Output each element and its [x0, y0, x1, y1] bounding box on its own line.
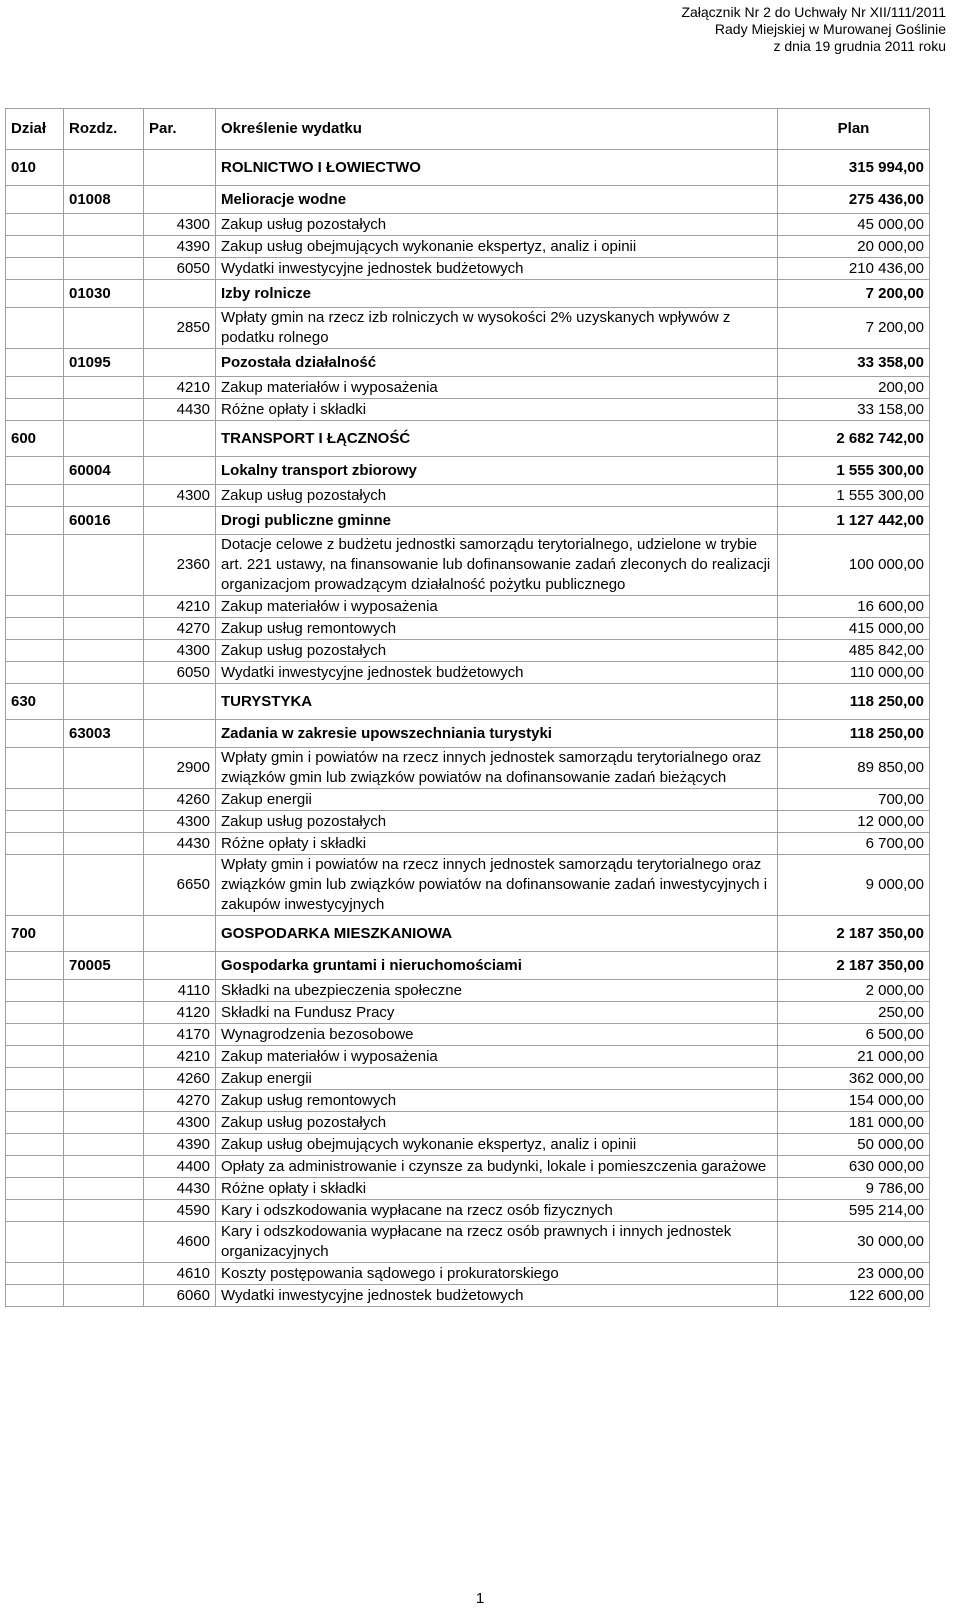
cell-rozdz [64, 1134, 144, 1156]
cell-dzial [6, 811, 64, 833]
chapter-row [6, 952, 930, 980]
cell-plan: 100 000,00 [778, 535, 930, 596]
cell-opis: Różne opłaty i składki [216, 399, 778, 421]
cell-rozdz [64, 1285, 144, 1307]
table-row [6, 855, 930, 916]
chapter-row [6, 349, 930, 377]
cell-dzial [6, 1024, 64, 1046]
cell-par [144, 952, 216, 980]
cell-opis: Kary i odszkodowania wypłacane na rzecz osób fizycznych [216, 1200, 778, 1222]
table-row [6, 748, 930, 789]
cell-par: 6050 [144, 258, 216, 280]
cell-opis: Zakup materiałów i wyposażenia [216, 1046, 778, 1068]
cell-opis: Składki na Fundusz Pracy [216, 1002, 778, 1024]
cell-dzial [6, 789, 64, 811]
cell-plan: 315 994,00 [778, 150, 930, 186]
cell-rozdz [64, 150, 144, 186]
cell-plan: 23 000,00 [778, 1263, 930, 1285]
cell-opis: Dotacje celowe z budżetu jednostki samorządu terytorialnego, udzielone w trybie art. 221 ustawy, na finansowanie lub dofinansowanie zadań zleconych do realizacji organizacjom prowadzącym działalność pożytku publicznego [216, 535, 778, 596]
table-row [6, 236, 930, 258]
cell-rozdz: 01095 [64, 349, 144, 377]
cell-plan: 6 500,00 [778, 1024, 930, 1046]
cell-par: 4430 [144, 399, 216, 421]
cell-rozdz: 01008 [64, 186, 144, 214]
cell-par: 4210 [144, 1046, 216, 1068]
section-row [6, 421, 930, 457]
cell-plan: 2 187 350,00 [778, 952, 930, 980]
cell-dzial [6, 1002, 64, 1024]
section-row [6, 150, 930, 186]
cell-plan: 118 250,00 [778, 720, 930, 748]
cell-par: 4590 [144, 1200, 216, 1222]
column-header-opis: Określenie wydatku [216, 109, 778, 150]
table-row [6, 980, 930, 1002]
cell-rozdz [64, 421, 144, 457]
cell-plan: 1 555 300,00 [778, 485, 930, 507]
cell-dzial [6, 308, 64, 349]
cell-opis: Wpłaty gmin i powiatów na rzecz innych jednostek samorządu terytorialnego oraz związków gmin lub związków powiatów na dofinansowanie zadań bieżących [216, 748, 778, 789]
cell-par: 6650 [144, 855, 216, 916]
cell-plan: 33 158,00 [778, 399, 930, 421]
cell-par: 4300 [144, 214, 216, 236]
cell-rozdz [64, 684, 144, 720]
table-row [6, 377, 930, 399]
cell-rozdz: 60004 [64, 457, 144, 485]
cell-dzial [6, 507, 64, 535]
cell-dzial [6, 1068, 64, 1090]
table-row [6, 308, 930, 349]
table-row [6, 214, 930, 236]
table-row [6, 1002, 930, 1024]
cell-dzial [6, 1178, 64, 1200]
cell-par: 4400 [144, 1156, 216, 1178]
cell-dzial [6, 1285, 64, 1307]
column-header-plan: Plan [778, 109, 930, 150]
cell-dzial [6, 952, 64, 980]
cell-par: 4300 [144, 1112, 216, 1134]
cell-plan: 700,00 [778, 789, 930, 811]
cell-plan: 2 187 350,00 [778, 916, 930, 952]
table-row [6, 1200, 930, 1222]
cell-par: 4110 [144, 980, 216, 1002]
cell-plan: 16 600,00 [778, 596, 930, 618]
cell-dzial [6, 833, 64, 855]
cell-opis: Składki na ubezpieczenia społeczne [216, 980, 778, 1002]
cell-dzial [6, 596, 64, 618]
cell-plan: 1 555 300,00 [778, 457, 930, 485]
cell-plan: 362 000,00 [778, 1068, 930, 1090]
cell-dzial [6, 748, 64, 789]
cell-dzial [6, 720, 64, 748]
table-row [6, 811, 930, 833]
chapter-row [6, 186, 930, 214]
table-row [6, 1222, 930, 1263]
column-header-dzial: Dział [6, 109, 64, 150]
cell-par [144, 720, 216, 748]
cell-dzial [6, 377, 64, 399]
cell-rozdz [64, 1024, 144, 1046]
cell-rozdz: 60016 [64, 507, 144, 535]
cell-opis: GOSPODARKA MIESZKANIOWA [216, 916, 778, 952]
cell-dzial: 700 [6, 916, 64, 952]
cell-opis: Lokalny transport zbiorowy [216, 457, 778, 485]
section-row [6, 916, 930, 952]
cell-opis: Zakup usług pozostałych [216, 214, 778, 236]
cell-rozdz [64, 535, 144, 596]
table-row [6, 1134, 930, 1156]
cell-plan: 9 786,00 [778, 1178, 930, 1200]
cell-plan: 595 214,00 [778, 1200, 930, 1222]
cell-plan: 275 436,00 [778, 186, 930, 214]
cell-plan: 33 358,00 [778, 349, 930, 377]
cell-opis: Różne opłaty i składki [216, 833, 778, 855]
cell-par: 4170 [144, 1024, 216, 1046]
cell-par: 4120 [144, 1002, 216, 1024]
cell-plan: 122 600,00 [778, 1285, 930, 1307]
cell-plan: 118 250,00 [778, 684, 930, 720]
cell-opis: Kary i odszkodowania wypłacane na rzecz osób prawnych i innych jednostek organizacyjnych [216, 1222, 778, 1263]
cell-dzial [6, 1263, 64, 1285]
cell-par [144, 349, 216, 377]
cell-par: 4600 [144, 1222, 216, 1263]
cell-par: 4610 [144, 1263, 216, 1285]
cell-dzial [6, 1046, 64, 1068]
cell-rozdz [64, 748, 144, 789]
cell-opis: Zakup materiałów i wyposażenia [216, 596, 778, 618]
cell-opis: Zakup usług pozostałych [216, 485, 778, 507]
cell-par: 4210 [144, 377, 216, 399]
cell-rozdz [64, 1263, 144, 1285]
cell-plan: 181 000,00 [778, 1112, 930, 1134]
table-row [6, 1178, 930, 1200]
cell-rozdz [64, 1046, 144, 1068]
cell-par: 4300 [144, 811, 216, 833]
cell-rozdz [64, 789, 144, 811]
cell-opis: Wpłaty gmin i powiatów na rzecz innych jednostek samorządu terytorialnego oraz związków gmin lub związków powiatów na dofinansowanie zadań inwestycyjnych i zakupów inwestycyjnych [216, 855, 778, 916]
cell-plan: 2 682 742,00 [778, 421, 930, 457]
cell-opis: Izby rolnicze [216, 280, 778, 308]
cell-par: 2360 [144, 535, 216, 596]
column-header-par: Par. [144, 109, 216, 150]
cell-par: 4270 [144, 1090, 216, 1112]
cell-rozdz [64, 855, 144, 916]
cell-par: 4300 [144, 640, 216, 662]
cell-dzial [6, 1200, 64, 1222]
table-row [6, 1024, 930, 1046]
cell-rozdz [64, 833, 144, 855]
cell-dzial [6, 214, 64, 236]
cell-plan: 89 850,00 [778, 748, 930, 789]
cell-plan: 1 127 442,00 [778, 507, 930, 535]
cell-rozdz [64, 618, 144, 640]
cell-rozdz [64, 308, 144, 349]
cell-rozdz [64, 1222, 144, 1263]
cell-plan: 415 000,00 [778, 618, 930, 640]
cell-opis: Zakup usług obejmujących wykonanie ekspertyz, analiz i opinii [216, 1134, 778, 1156]
cell-par: 2850 [144, 308, 216, 349]
cell-par: 4390 [144, 1134, 216, 1156]
section-row [6, 684, 930, 720]
cell-rozdz [64, 258, 144, 280]
cell-par [144, 421, 216, 457]
cell-plan: 2 000,00 [778, 980, 930, 1002]
cell-opis: Zakup usług pozostałych [216, 1112, 778, 1134]
cell-rozdz: 63003 [64, 720, 144, 748]
table-row [6, 1068, 930, 1090]
cell-opis: Zakup usług obejmujących wykonanie ekspertyz, analiz i opinii [216, 236, 778, 258]
cell-opis: Zakup energii [216, 1068, 778, 1090]
cell-opis: Koszty postępowania sądowego i prokuratorskiego [216, 1263, 778, 1285]
cell-par [144, 507, 216, 535]
cell-rozdz [64, 980, 144, 1002]
cell-plan: 7 200,00 [778, 280, 930, 308]
cell-rozdz [64, 662, 144, 684]
cell-par [144, 684, 216, 720]
cell-dzial [6, 1134, 64, 1156]
cell-opis: Wynagrodzenia bezosobowe [216, 1024, 778, 1046]
table-header-row [6, 109, 930, 150]
table-row [6, 1112, 930, 1134]
cell-opis: Wpłaty gmin na rzecz izb rolniczych w wysokości 2% uzyskanych wpływów z podatku rolnego [216, 308, 778, 349]
table-row [6, 1156, 930, 1178]
cell-par [144, 457, 216, 485]
cell-opis: Zakup usług remontowych [216, 618, 778, 640]
cell-par [144, 186, 216, 214]
cell-par: 4260 [144, 789, 216, 811]
cell-dzial [6, 349, 64, 377]
cell-dzial: 600 [6, 421, 64, 457]
cell-rozdz [64, 916, 144, 952]
table-row [6, 596, 930, 618]
cell-par: 4430 [144, 833, 216, 855]
cell-par: 6060 [144, 1285, 216, 1307]
cell-plan: 485 842,00 [778, 640, 930, 662]
cell-opis: Zakup usług pozostałych [216, 640, 778, 662]
cell-rozdz [64, 640, 144, 662]
page-number: 1 [475, 1590, 485, 1607]
expenditure-table [5, 108, 930, 1307]
table-row [6, 833, 930, 855]
cell-plan: 7 200,00 [778, 308, 930, 349]
cell-plan: 630 000,00 [778, 1156, 930, 1178]
cell-par: 4260 [144, 1068, 216, 1090]
table-row [6, 618, 930, 640]
cell-dzial [6, 1090, 64, 1112]
cell-opis: Wydatki inwestycyjne jednostek budżetowych [216, 1285, 778, 1307]
cell-dzial: 630 [6, 684, 64, 720]
cell-dzial [6, 1156, 64, 1178]
header-line-council: Rady Miejskiej w Murowanej Goślinie [714, 21, 946, 37]
cell-dzial [6, 640, 64, 662]
cell-rozdz [64, 399, 144, 421]
cell-plan: 154 000,00 [778, 1090, 930, 1112]
cell-plan: 200,00 [778, 377, 930, 399]
cell-opis: TRANSPORT I ŁĄCZNOŚĆ [216, 421, 778, 457]
cell-dzial [6, 236, 64, 258]
cell-rozdz [64, 811, 144, 833]
cell-rozdz: 70005 [64, 952, 144, 980]
table-row [6, 485, 930, 507]
cell-plan: 50 000,00 [778, 1134, 930, 1156]
cell-plan: 110 000,00 [778, 662, 930, 684]
cell-plan: 6 700,00 [778, 833, 930, 855]
cell-dzial [6, 258, 64, 280]
cell-plan: 9 000,00 [778, 855, 930, 916]
cell-par: 4300 [144, 485, 216, 507]
cell-plan: 20 000,00 [778, 236, 930, 258]
cell-opis: Gospodarka gruntami i nieruchomościami [216, 952, 778, 980]
cell-rozdz [64, 1156, 144, 1178]
cell-rozdz [64, 1112, 144, 1134]
cell-dzial [6, 485, 64, 507]
cell-opis: Drogi publiczne gminne [216, 507, 778, 535]
cell-opis: Opłaty za administrowanie i czynsze za budynki, lokale i pomieszczenia garażowe [216, 1156, 778, 1178]
cell-dzial [6, 1222, 64, 1263]
cell-dzial [6, 855, 64, 916]
cell-dzial [6, 980, 64, 1002]
cell-rozdz [64, 377, 144, 399]
cell-rozdz: 01030 [64, 280, 144, 308]
cell-opis: Zadania w zakresie upowszechniania turystyki [216, 720, 778, 748]
chapter-row [6, 507, 930, 535]
cell-dzial: 010 [6, 150, 64, 186]
table-body [6, 150, 930, 1307]
chapter-row [6, 457, 930, 485]
table-row [6, 399, 930, 421]
cell-opis: Zakup materiałów i wyposażenia [216, 377, 778, 399]
cell-dzial [6, 618, 64, 640]
cell-par [144, 150, 216, 186]
chapter-row [6, 720, 930, 748]
header-line-annex: Załącznik Nr 2 do Uchwały Nr XII/111/2011 [681, 4, 946, 20]
cell-rozdz [64, 214, 144, 236]
cell-opis: Zakup usług pozostałych [216, 811, 778, 833]
cell-par: 4270 [144, 618, 216, 640]
cell-par [144, 916, 216, 952]
cell-plan: 250,00 [778, 1002, 930, 1024]
cell-opis: Wydatki inwestycyjne jednostek budżetowych [216, 258, 778, 280]
cell-par: 4210 [144, 596, 216, 618]
chapter-row [6, 280, 930, 308]
document-header [681, 4, 946, 55]
table-row [6, 535, 930, 596]
cell-plan: 30 000,00 [778, 1222, 930, 1263]
cell-rozdz [64, 1002, 144, 1024]
cell-dzial [6, 186, 64, 214]
cell-opis: Zakup usług remontowych [216, 1090, 778, 1112]
table-row [6, 1263, 930, 1285]
cell-dzial [6, 662, 64, 684]
cell-dzial [6, 535, 64, 596]
cell-rozdz [64, 596, 144, 618]
cell-plan: 21 000,00 [778, 1046, 930, 1068]
cell-dzial [6, 399, 64, 421]
cell-par: 6050 [144, 662, 216, 684]
table-row [6, 258, 930, 280]
cell-opis: Melioracje wodne [216, 186, 778, 214]
table-row [6, 662, 930, 684]
cell-par [144, 280, 216, 308]
table-row [6, 789, 930, 811]
cell-opis: ROLNICTWO I ŁOWIECTWO [216, 150, 778, 186]
cell-plan: 45 000,00 [778, 214, 930, 236]
cell-rozdz [64, 1090, 144, 1112]
cell-dzial [6, 457, 64, 485]
cell-rozdz [64, 485, 144, 507]
cell-rozdz [64, 1200, 144, 1222]
cell-par: 4390 [144, 236, 216, 258]
cell-opis: TURYSTYKA [216, 684, 778, 720]
cell-opis: Różne opłaty i składki [216, 1178, 778, 1200]
column-header-rozdz: Rozdz. [64, 109, 144, 150]
table-row [6, 1090, 930, 1112]
table-row [6, 640, 930, 662]
cell-opis: Zakup energii [216, 789, 778, 811]
cell-dzial [6, 280, 64, 308]
cell-par: 4430 [144, 1178, 216, 1200]
cell-rozdz [64, 1178, 144, 1200]
cell-par: 2900 [144, 748, 216, 789]
table-row [6, 1285, 930, 1307]
cell-opis: Pozostała działalność [216, 349, 778, 377]
cell-rozdz [64, 1068, 144, 1090]
cell-rozdz [64, 236, 144, 258]
table-row [6, 1046, 930, 1068]
cell-plan: 12 000,00 [778, 811, 930, 833]
cell-dzial [6, 1112, 64, 1134]
cell-opis: Wydatki inwestycyjne jednostek budżetowych [216, 662, 778, 684]
cell-plan: 210 436,00 [778, 258, 930, 280]
header-line-date: z dnia 19 grudnia 2011 roku [773, 38, 946, 54]
